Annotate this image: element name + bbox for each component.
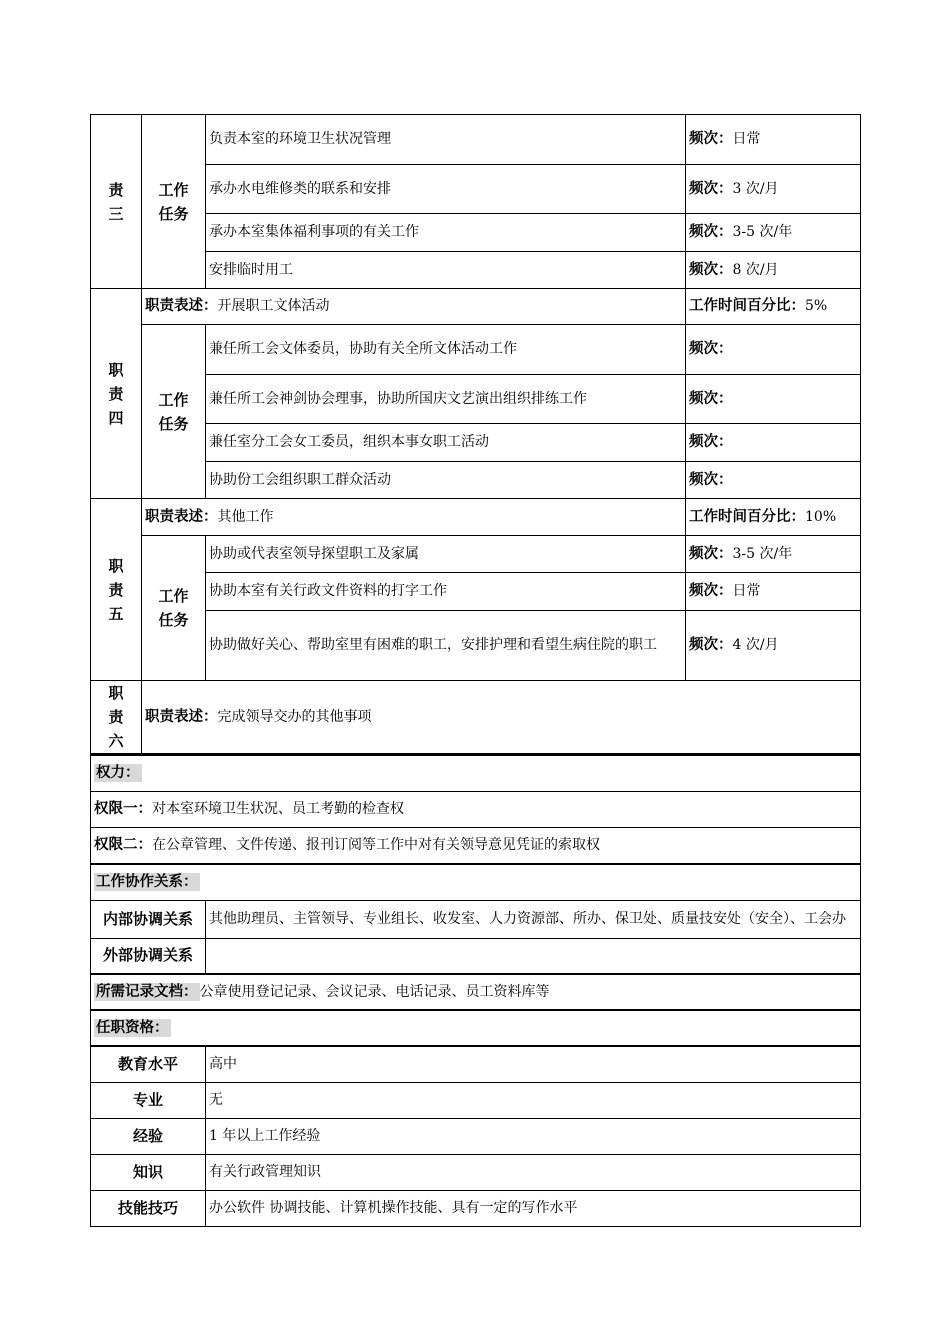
major-value: 无 <box>206 1082 861 1118</box>
power-item-2: 权限二：在公章管理、文件传递、报刊订阅等工作中对有关领导意见凭证的索取权 <box>91 827 861 864</box>
duty3-task-4: 安排临时用工 <box>206 252 686 289</box>
duty4-freq-3: 频次： <box>686 424 861 462</box>
job-description-page <box>90 114 860 1227</box>
duty4-time-pct: 工作时间百分比：5% <box>686 289 861 325</box>
duty4-task-2: 兼任所工会神剑协会理事，协助所国庆文艺演出组织排练工作 <box>206 375 686 424</box>
duty4-freq-2: 频次： <box>686 375 861 424</box>
duty4-freq-4: 频次： <box>686 462 861 499</box>
external-relations-label: 外部协调关系 <box>91 938 206 974</box>
knowledge-value: 有关行政管理知识 <box>206 1154 861 1190</box>
duty5-time-pct: 工作时间百分比：10% <box>686 499 861 536</box>
experience-value: 1 年以上工作经验 <box>206 1118 861 1154</box>
duty5-task-1: 协助或代表室领导探望职工及家属 <box>206 536 686 573</box>
duty4-description: 职责表述：开展职工文体活动 <box>142 289 686 325</box>
duty4-task-label: 工作 任务 <box>142 325 206 499</box>
duty5-freq-1: 频次：3-5 次/年 <box>686 536 861 573</box>
major-label: 专业 <box>91 1082 206 1118</box>
duty3-task-2: 承办水电维修类的联系和安排 <box>206 165 686 214</box>
duty3-freq-1: 频次：日常 <box>686 115 861 165</box>
skills-value: 办公软件 协调技能、计算机操作技能、具有一定的写作水平 <box>206 1190 861 1226</box>
duty5-task-2: 协助本室有关行政文件资料的打字工作 <box>206 573 686 611</box>
duty3-freq-4: 频次：8 次/月 <box>686 252 861 289</box>
relations-title: 工作协作关系： <box>91 864 861 900</box>
duty3-freq-2: 频次：3 次/月 <box>686 165 861 214</box>
duty6-description: 职责表述：完成领导交办的其他事项 <box>142 681 861 754</box>
external-relations-value <box>206 938 861 974</box>
education-value: 高中 <box>206 1046 861 1082</box>
duty4-task-3: 兼任室分工会女工委员，组织本事女职工活动 <box>206 424 686 462</box>
knowledge-label: 知识 <box>91 1154 206 1190</box>
duty6-label: 职 责 六 <box>91 681 142 754</box>
power-item-1: 权限一：对本室环境卫生状况、员工考勤的检查权 <box>91 791 861 827</box>
duty5-task-3: 协助做好关心、帮助室里有困难的职工，安排护理和看望生病住院的职工 <box>206 611 686 681</box>
power-title: 权力： <box>91 755 861 791</box>
internal-relations-label: 内部协调关系 <box>91 900 206 938</box>
duty3-freq-3: 频次：3-5 次/年 <box>686 214 861 252</box>
duty5-task-label: 工作 任务 <box>142 536 206 681</box>
duty4-task-4: 协助份工会组织职工群众活动 <box>206 462 686 499</box>
duty3-task-label: 工作 任务 <box>142 115 206 289</box>
details-table <box>90 754 861 1227</box>
internal-relations-value: 其他助理员、主管领导、专业组长、收发室、人力资源部、所办、保卫处、质量技安处（安全）、工会办 <box>206 900 861 938</box>
duty5-label: 职 责 五 <box>91 499 142 681</box>
duty4-task-1: 兼任所工会文体委员，协助有关全所文体活动工作 <box>206 325 686 375</box>
duty3-label: 责 三 <box>91 115 142 289</box>
duty5-freq-3: 频次：4 次/月 <box>686 611 861 681</box>
records-row: 所需记录文档： 公章使用登记记录、会议记录、电话记录、员工资料库等 <box>91 974 861 1010</box>
qualifications-title: 任职资格： <box>91 1010 861 1046</box>
duty4-label: 职 责 四 <box>91 289 142 499</box>
duty5-freq-2: 频次：日常 <box>686 573 861 611</box>
duty5-description: 职责表述：其他工作 <box>142 499 686 536</box>
education-label: 教育水平 <box>91 1046 206 1082</box>
duty3-task-3: 承办本室集体福利事项的有关工作 <box>206 214 686 252</box>
skills-label: 技能技巧 <box>91 1190 206 1226</box>
duties-table <box>90 114 861 754</box>
experience-label: 经验 <box>91 1118 206 1154</box>
duty3-task-1: 负责本室的环境卫生状况管理 <box>206 115 686 165</box>
duty4-freq-1: 频次： <box>686 325 861 375</box>
